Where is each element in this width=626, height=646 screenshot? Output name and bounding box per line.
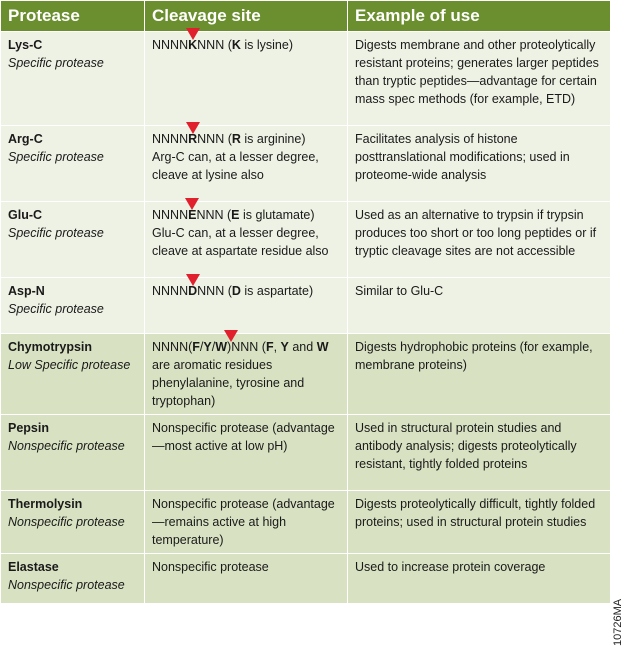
cleavage-site-cell: NNNN(F/Y/ W)NNN (F, Y and W are aromatic residues phenylalanine, tyrosine and tryptophan): [145, 334, 348, 415]
cleavage-site-cell: NNNN ENNN (E is glutamate) Glu-C can, at a lesser degree, cleave at aspartate residue also: [145, 202, 348, 278]
cleavage-residue: E: [188, 206, 196, 224]
cleavage-note: Arg-C can, at a lesser degree, cleave at lysine also: [152, 150, 319, 182]
example-cell: Digests proteolytically difficult, tightly folded proteins; used in structural protein studies: [348, 491, 611, 554]
protease-name: Chymotrypsin: [8, 340, 93, 354]
cleavage-residue: D: [188, 282, 197, 300]
cleavage-note: Glu-C can, at a lesser degree, cleave at aspartate residue also: [152, 226, 329, 258]
header-example-of-use: Example of use: [348, 1, 611, 32]
protease-cell: [1, 126, 145, 202]
header-protease: Protease: [1, 1, 145, 32]
protease-name: Pepsin: [8, 421, 49, 435]
protease-cell: [1, 278, 145, 334]
protease-type: Specific protease: [8, 150, 104, 164]
cleavage-site-cell: Nonspecific protease: [145, 554, 348, 604]
protease-name: Glu-C: [8, 208, 43, 222]
protease-type: Nonspecific protease: [8, 515, 125, 529]
protease-type: Nonspecific protease: [8, 578, 125, 592]
red-triangle-icon: [186, 122, 200, 134]
cleavage-site-cell: NNNN RNNN (R is arginine) Arg-C can, at a lesser degree, cleave at lysine also: [145, 126, 348, 202]
table-row: [1, 491, 611, 554]
cleavage-residue: W): [215, 338, 231, 356]
protease-cell: [1, 554, 145, 604]
table-row: [1, 202, 611, 278]
table-row: [1, 554, 611, 604]
table-row: [1, 32, 611, 126]
cleavage-site-cell: Nonspecific protease (advantage—remains active at high temperature): [145, 491, 348, 554]
protease-cell: [1, 334, 145, 415]
protease-type: Nonspecific protease: [8, 439, 125, 453]
example-cell: Used in structural protein studies and antibody analysis; digests proteolytically resistant, tightly folded proteins: [348, 415, 611, 491]
table-row: [1, 334, 611, 415]
protease-name: Asp-N: [8, 284, 45, 298]
protease-type: Specific protease: [8, 302, 104, 316]
cleavage-site-cell: NNNN KNNN (K is lysine): [145, 32, 348, 126]
example-cell: Similar to Glu-C: [348, 278, 611, 334]
protease-cell: [1, 202, 145, 278]
table-row: [1, 278, 611, 334]
cleavage-residue: K: [188, 36, 197, 54]
protease-cell: [1, 32, 145, 126]
protease-name: Arg-C: [8, 132, 43, 146]
protease-cell: [1, 491, 145, 554]
red-triangle-icon: [185, 198, 199, 210]
example-cell: Used as an alternative to trypsin if trypsin produces too short or too long peptides or if tryptic cleavage sites are not accessible: [348, 202, 611, 278]
protease-type: Low Specific protease: [8, 358, 131, 372]
protease-name: Elastase: [8, 560, 59, 574]
protease-type: Specific protease: [8, 226, 104, 240]
header-row: [1, 1, 611, 32]
example-cell: Digests hydrophobic proteins (for example, membrane proteins): [348, 334, 611, 415]
figure-code: 10726MA: [612, 598, 624, 646]
table-row: [1, 415, 611, 491]
cleavage-residue: R: [188, 130, 197, 148]
example-cell: Facilitates analysis of histone posttranslational modifications; used in proteome-wide analysis: [348, 126, 611, 202]
header-cleavage-site: Cleavage site: [145, 1, 348, 32]
cleavage-site-cell: Nonspecific protease (advantage—most active at low pH): [145, 415, 348, 491]
red-triangle-icon: [224, 330, 238, 342]
table-row: [1, 126, 611, 202]
cleavage-site-cell: NNNN DNNN (D is aspartate): [145, 278, 348, 334]
red-triangle-icon: [186, 274, 200, 286]
protease-type: Specific protease: [8, 56, 104, 70]
protease-cell: [1, 415, 145, 491]
example-cell: Used to increase protein coverage: [348, 554, 611, 604]
protease-name: Lys-C: [8, 38, 43, 52]
example-cell: Digests membrane and other proteolytically resistant proteins; generates larger peptides than tryptic peptides—advantage for certain mass spec methods (for example, ETD): [348, 32, 611, 126]
red-triangle-icon: [186, 28, 200, 40]
protease-name: Thermolysin: [8, 497, 83, 511]
